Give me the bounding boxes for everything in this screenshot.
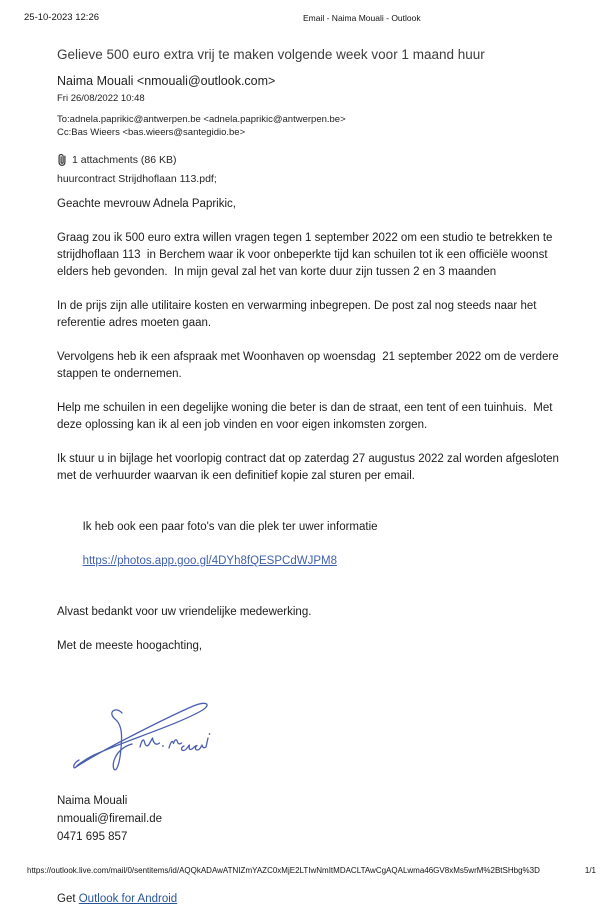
footer-url: https://outlook.live.com/mail/0/sentitems/id/AQQkADAwATNIZmYAZC0xMjE2LTIwNmItMDACLTAwCgAQALwma46GV8xMs5wrM%2BtSHbg%3D	[27, 866, 540, 875]
to-line: To:adnela.paprikic@antwerpen.be <adnela.paprikic@antwerpen.be>	[57, 114, 346, 125]
print-header	[0, 12, 611, 26]
greeting: Geachte mevrouw Adnela Paprikic,	[57, 198, 236, 210]
paperclip-icon	[57, 153, 67, 167]
attachment-filename: huurcontract Strijdhoflaan 113.pdf;	[57, 173, 217, 185]
email-content	[57, 42, 573, 908]
print-title: Email - Naima Mouali - Outlook	[303, 13, 421, 23]
recipients-block	[57, 113, 573, 139]
paragraph-4: Help me schuilen in een degelijke woning die beter is dan de straat, een tent of een tuinhuis. Met deze oplossing kan ik al een job vinden en voor eigen inkomsten zorgen.	[57, 402, 556, 431]
handwritten-signature-icon	[69, 680, 239, 775]
photos-intro-text: Ik heb ook een paar foto's van die plek ter uwer informatie	[82, 521, 378, 533]
closing-line: Met de meeste hoogachting,	[57, 640, 203, 652]
paragraph-7: Alvast bedankt voor uw vriendelijke medewerking.	[57, 606, 312, 618]
contact-block	[57, 792, 573, 846]
contact-name: Naima Mouali	[57, 795, 128, 807]
email-body	[57, 196, 573, 908]
promo-prefix: Get	[57, 893, 79, 905]
outlook-for-android-link[interactable]: Outlook for Android	[78, 893, 178, 905]
paragraph-5: Ik stuur u in bijlage het voorlopig contract dat op zaterdag 27 augustus 2022 zal worden afgesloten met de verhuurder waarvan ik een definitief kopie zal sturen per email.	[57, 453, 563, 482]
page-number: 1/1	[584, 866, 596, 875]
attachment-summary: 1 attachments (86 KB)	[72, 154, 177, 166]
paragraph-1: Graag zou ik 500 euro extra willen vragen tegen 1 september 2022 om een studio te betrekken te strijdhoflaan 113 in Berchem waar ik voor onbeperkte tijd kan schuilen tot ik een officiële woonst elders heb gevonden. In mijn geval zal het van korte duur zijn tussen 2 en 3 maanden	[57, 232, 556, 278]
email-subject: Gelieve 500 euro extra vrij te maken volgende week voor 1 maand huur	[57, 47, 485, 62]
paragraph-3: Vervolgens heb ik een afspraak met Woonhaven op woensdag 21 september 2022 om de verdere stappen te ondernemen.	[57, 351, 562, 380]
contact-email: nmouali@firemail.de	[57, 813, 162, 825]
contact-phone: 0471 695 857	[57, 831, 128, 843]
photos-link[interactable]: https://photos.app.goo.gl/4DYh8fQESPCdWJPM8	[82, 555, 337, 567]
attachment-row	[57, 153, 573, 167]
print-datetime: 25-10-2023 12:26	[24, 12, 100, 23]
outlook-promo	[57, 891, 573, 908]
sender-line: Naima Mouali <nmouali@outlook.com>	[57, 74, 276, 88]
paragraph-2: In de prijs zijn alle utilitaire kosten en verwarming inbegrepen. De post zal nog steeds naar het referentie adres moeten gaan.	[57, 300, 540, 329]
sent-date: Fri 26/08/2022 10:48	[57, 93, 145, 104]
print-footer	[0, 866, 611, 878]
cc-line: Cc:Bas Wieers <bas.wieers@santegidio.be>	[57, 127, 246, 138]
paragraph-6	[57, 502, 573, 587]
